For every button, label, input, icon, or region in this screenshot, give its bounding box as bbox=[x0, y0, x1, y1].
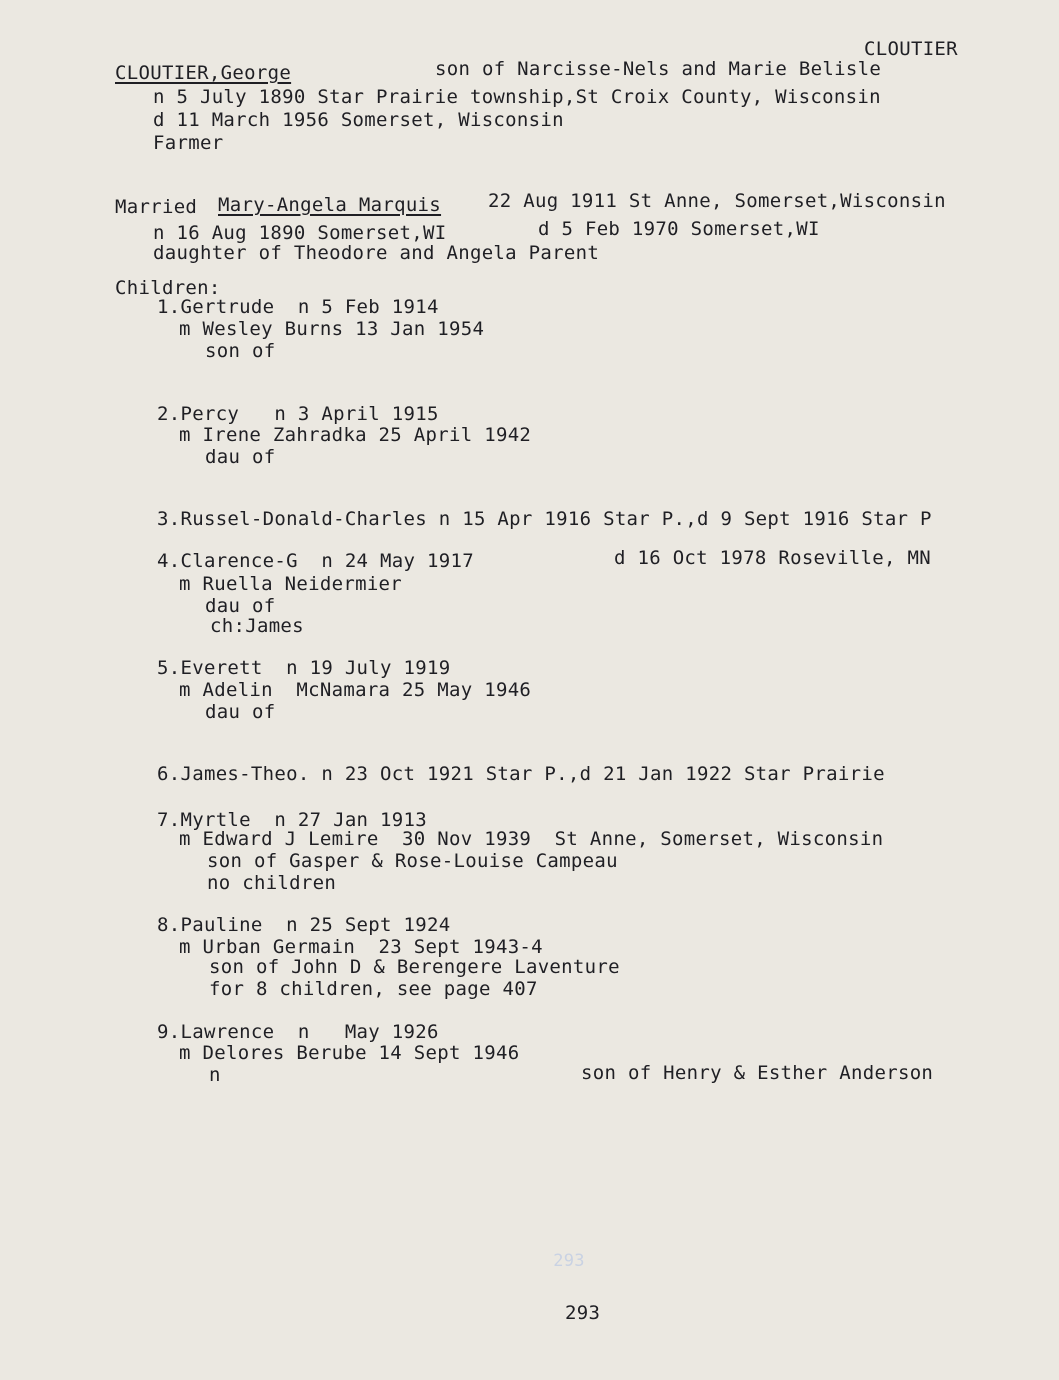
child-marriage: m Irene Zahradka 25 April 1942 bbox=[179, 424, 532, 446]
child-line: 6.James-Theo. n 23 Oct 1921 Star P.,d 21 Jan 1922 Star Prairie bbox=[157, 763, 885, 785]
child-note: son of John D & Berengere Laventure bbox=[209, 956, 620, 978]
child-marriage: m Urban Germain 23 Sept 1943-4 bbox=[179, 936, 543, 958]
child-line: 9.Lawrence n May 1926 bbox=[157, 1021, 439, 1043]
child-marriage: m Delores Berube 14 Sept 1946 bbox=[179, 1042, 520, 1064]
surname-header: CLOUTIER bbox=[864, 38, 958, 60]
child-note: son of Gasper & Rose-Louise Campeau bbox=[207, 850, 618, 872]
child-note: n bbox=[209, 1064, 221, 1086]
child-note: dau of bbox=[205, 701, 276, 723]
child-marriage: m Ruella Neidermier bbox=[179, 573, 403, 595]
child-line: 4.Clarence-G n 24 May 1917 bbox=[157, 550, 474, 572]
marriage-label: Married bbox=[115, 196, 198, 218]
child-marriage: m Wesley Burns 13 Jan 1954 bbox=[179, 318, 485, 340]
child-note: son of bbox=[205, 340, 276, 362]
child-note-extra: for 8 children, see page 407 bbox=[209, 978, 538, 1000]
child-note: dau of bbox=[205, 446, 276, 468]
spouse-born: n 16 Aug 1890 Somerset,WI bbox=[153, 222, 447, 244]
faint-page-stamp: 293 bbox=[553, 1251, 585, 1271]
spouse-died: d 5 Feb 1970 Somerset,WI bbox=[538, 218, 820, 240]
child-line: 3.Russel-Donald-Charles n 15 Apr 1916 Star P.,d 9 Sept 1916 Star P bbox=[157, 508, 932, 530]
child-line: 5.Everett n 19 July 1919 bbox=[157, 657, 451, 679]
child-note: dau of bbox=[205, 595, 276, 617]
children-label: Children: bbox=[115, 277, 221, 299]
child-note-right: son of Henry & Esther Anderson bbox=[581, 1062, 934, 1084]
child-line: 1.Gertrude n 5 Feb 1914 bbox=[157, 296, 439, 318]
page-number: 293 bbox=[565, 1302, 601, 1324]
child-line: 8.Pauline n 25 Sept 1924 bbox=[157, 914, 451, 936]
child-note-extra: ch:James bbox=[210, 615, 304, 637]
child-line: 7.Myrtle n 27 Jan 1913 bbox=[157, 809, 427, 831]
spouse-name: Mary-Angela Marquis bbox=[218, 194, 442, 216]
child-marriage: m Edward J Lemire 30 Nov 1939 St Anne, Somerset, Wisconsin bbox=[179, 828, 884, 850]
person-born: n 5 July 1890 Star Prairie township,St Croix County, Wisconsin bbox=[153, 86, 881, 108]
child-marriage: m Adelin McNamara 25 May 1946 bbox=[179, 679, 532, 701]
child-note-extra: no children bbox=[207, 872, 337, 894]
child-death: d 16 Oct 1978 Roseville, MN bbox=[614, 547, 931, 569]
person-parents: son of Narcisse-Nels and Marie Belisle bbox=[435, 58, 882, 80]
person-name: CLOUTIER,George bbox=[115, 62, 292, 84]
spouse-parents: daughter of Theodore and Angela Parent bbox=[153, 242, 600, 264]
marriage-details: 22 Aug 1911 St Anne, Somerset,Wisconsin bbox=[488, 190, 946, 212]
person-occupation: Farmer bbox=[153, 132, 224, 154]
person-died: d 11 March 1956 Somerset, Wisconsin bbox=[153, 109, 564, 131]
child-line: 2.Percy n 3 April 1915 bbox=[157, 403, 439, 425]
